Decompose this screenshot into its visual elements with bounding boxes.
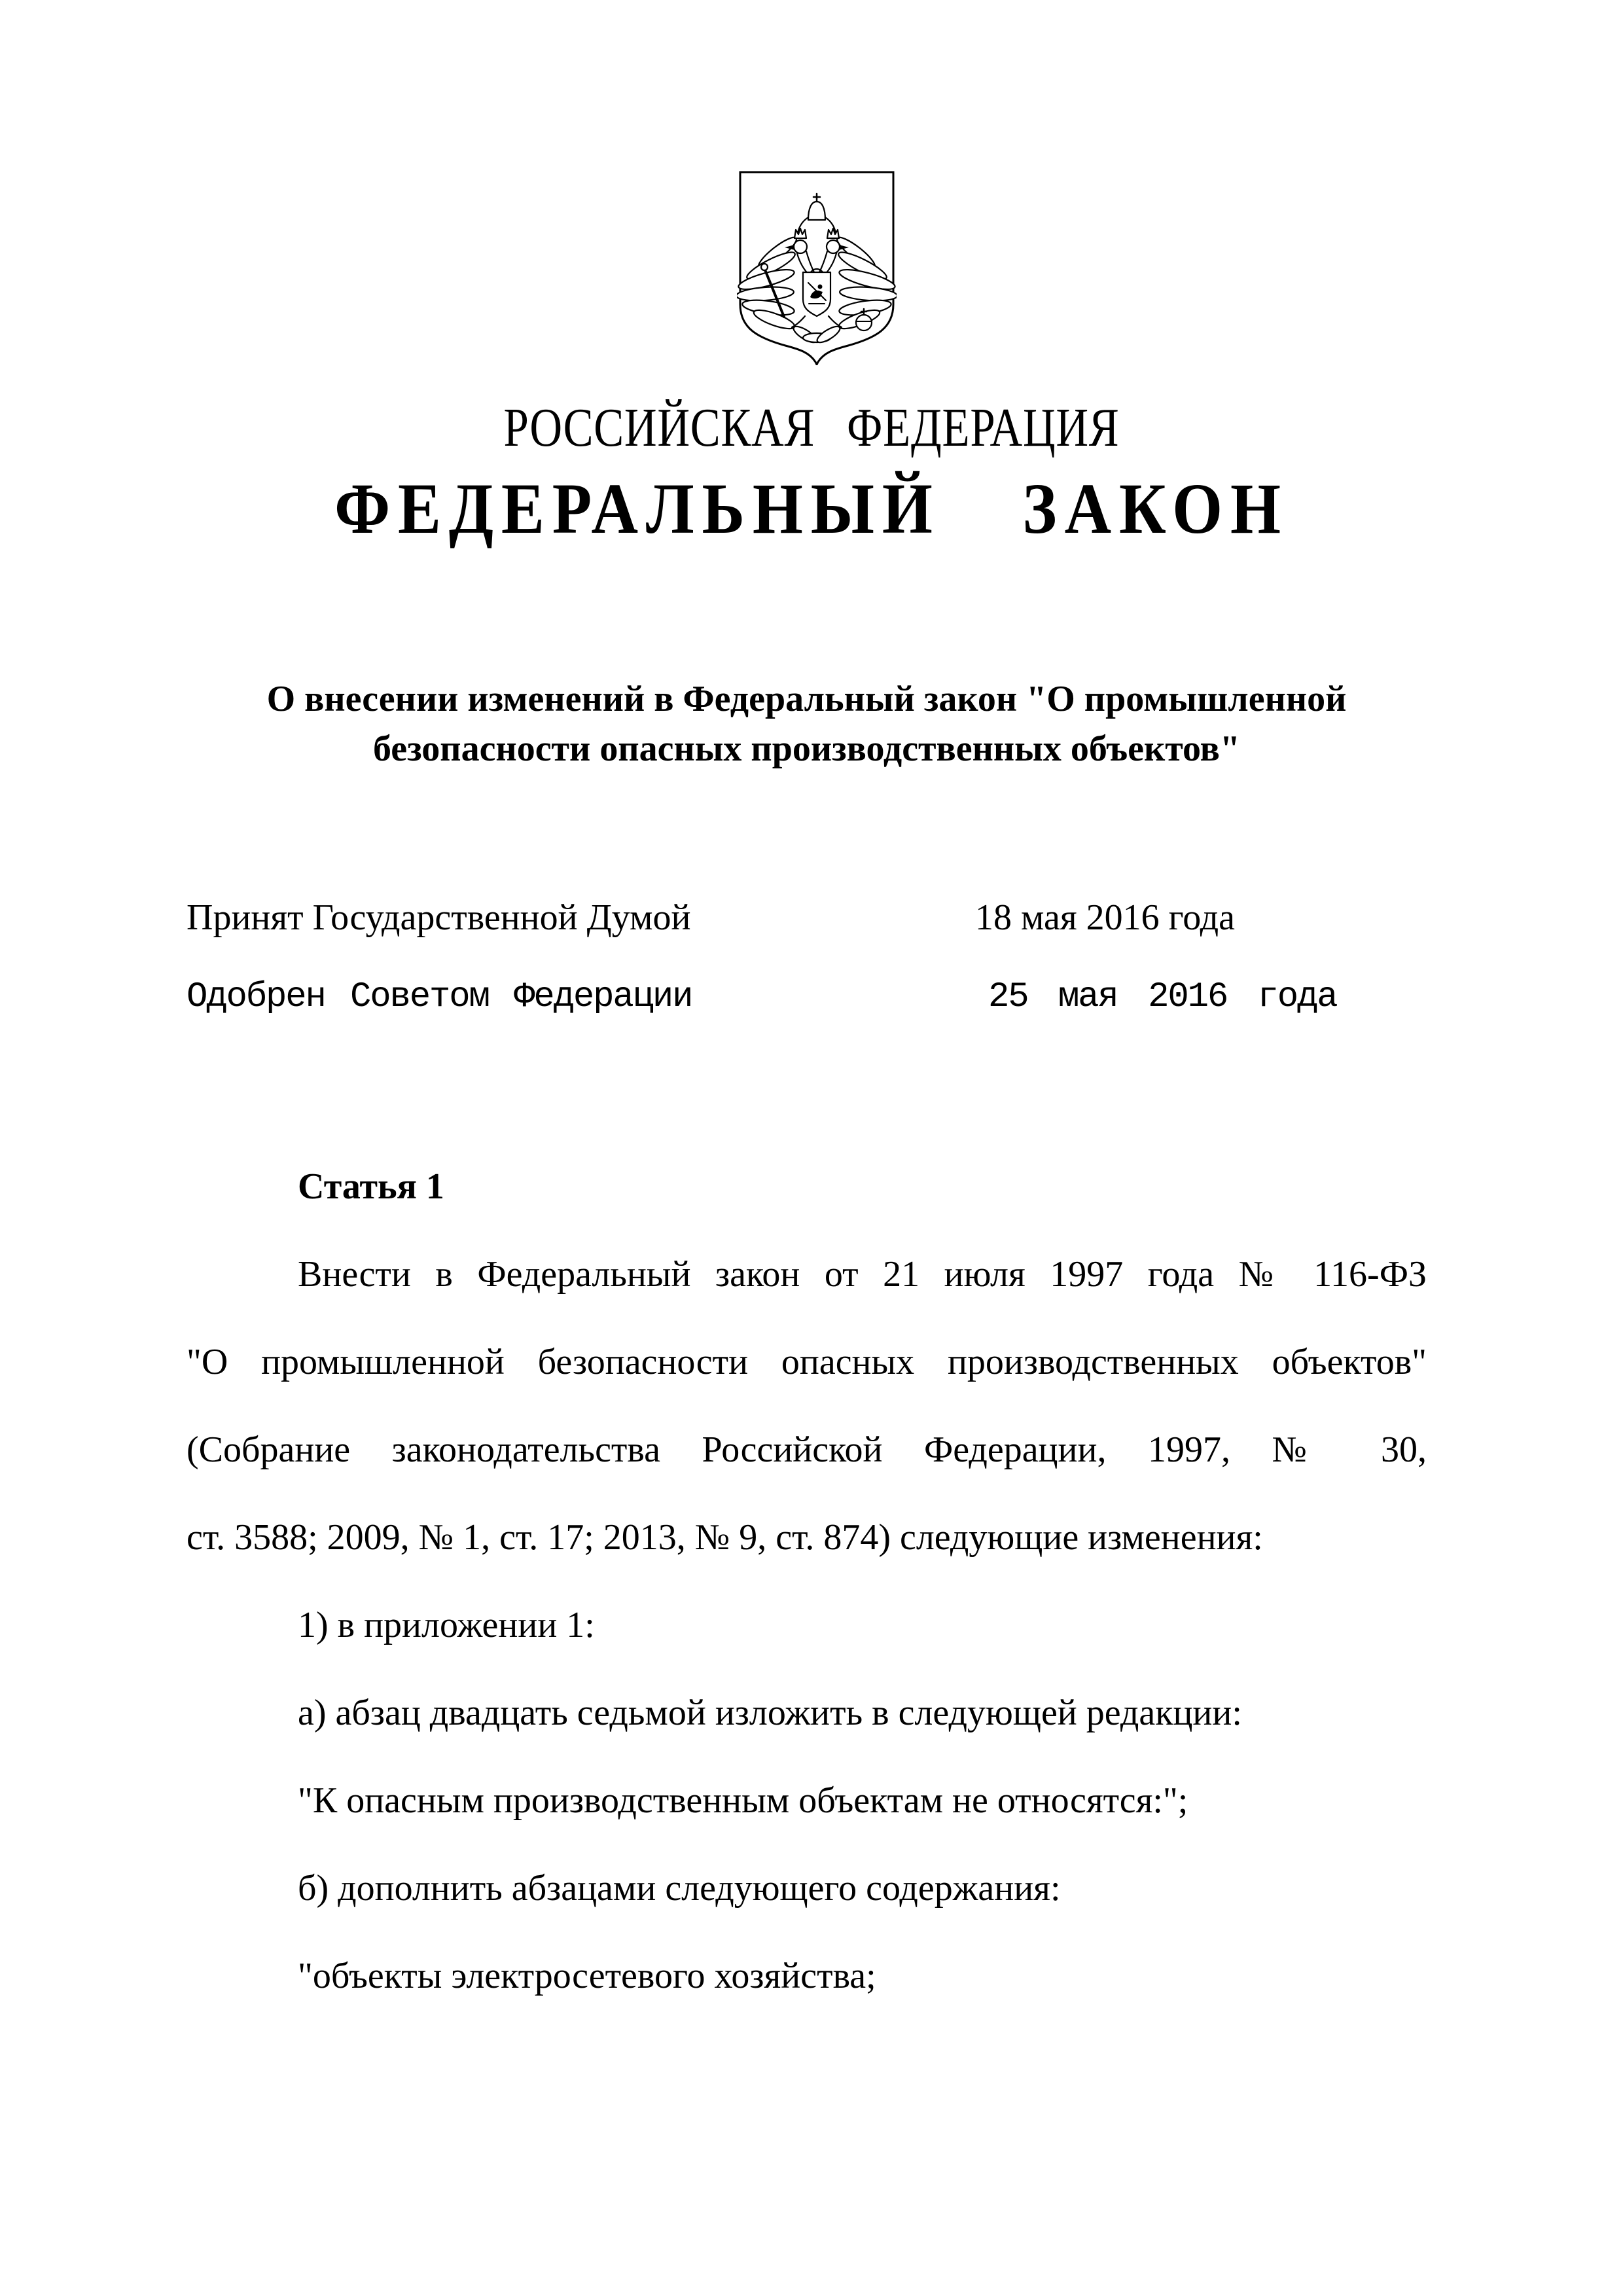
council-approval-date: 25 мая 2016 года — [988, 977, 1337, 1017]
law-title-line1: О внесении изменений в Федеральный закон "О промышленной — [266, 679, 1347, 719]
adopted-by-duma-row — [187, 899, 1427, 936]
article-line: (Собрание законодательства Российской Федерации, 1997, № 30, — [187, 1429, 1427, 1470]
article-1-body — [187, 1143, 1427, 2020]
country-name-heading: РОССИЙСКАЯ ФЕДЕРАЦИЯ — [503, 397, 1120, 458]
russia-coat-of-arms-icon — [737, 169, 897, 365]
document-type-heading: ФЕДЕРАЛЬНЫЙ ЗАКОН — [334, 469, 1289, 548]
law-title — [187, 674, 1427, 774]
approved-by-council-row — [187, 977, 1427, 1017]
article-line: б) дополнить абзацами следующего содержания: — [298, 1868, 1061, 1909]
russia-coat-of-arms-svg — [737, 169, 897, 365]
article-line: ст. 3588; 2009, № 1, ст. 17; 2013, № 9, ст. 874) следующие изменения: — [187, 1517, 1263, 1558]
article-line: 1) в приложении 1: — [298, 1605, 595, 1645]
article-line: "К опасным производственным объектам не относятся:"; — [298, 1780, 1188, 1821]
article-line: а) абзац двадцать седьмой изложить в следующей редакции: — [298, 1693, 1242, 1733]
adopted-by-duma-label: Принят Государственной Думой — [187, 897, 691, 938]
article-heading: Статья 1 — [298, 1166, 444, 1207]
article-line: "объекты электросетевого хозяйства; — [298, 1956, 876, 1996]
article-line: "О промышленной безопасности опасных производственных объектов" — [187, 1342, 1427, 1382]
article-line: Внести в Федеральный закон от 21 июля 1997 года № 116-ФЗ — [298, 1254, 1427, 1295]
duma-adoption-date: 18 мая 2016 года — [975, 897, 1235, 938]
law-title-line2: безопасности опасных производственных объектов" — [373, 728, 1240, 769]
approved-by-council-label: Одобрен Советом Федерации — [187, 977, 692, 1017]
